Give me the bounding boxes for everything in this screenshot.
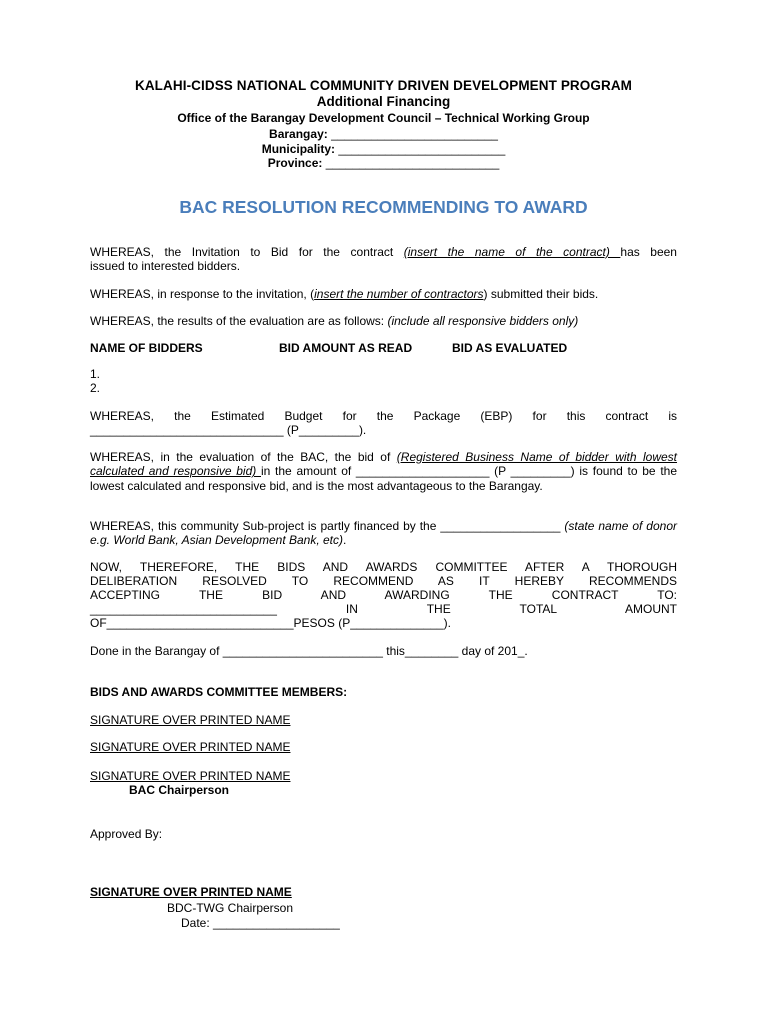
barangay-label: Barangay: <box>269 127 328 141</box>
office-line: Office of the Barangay Development Council – Technical Working Group <box>177 111 590 125</box>
whereas-contract-line1 <box>90 245 677 259</box>
whereas-ebp-line1: WHEREAS, the Estimated Budget for the Package (EBP) for this contract is <box>90 409 677 423</box>
member-signature-2: SIGNATURE OVER PRINTED NAME <box>90 740 291 754</box>
barangay-blank: _________________________ <box>331 127 498 141</box>
province-row <box>90 156 677 171</box>
municipality-label: Municipality: <box>261 141 336 156</box>
municipality-row <box>90 142 677 157</box>
whereas-contract-line2: issued to interested bidders. <box>90 259 241 273</box>
whereas-financing <box>90 519 677 547</box>
whereas5-tail: in the amount of ____________________ (P _________) is found to be the lowest calculated and responsive bid, and is the most advantageous to the Barangay. <box>90 464 678 493</box>
document-title: BAC RESOLUTION RECOMMENDING TO AWARD <box>179 197 588 217</box>
whereas2-hint: insert the number of contractors <box>314 287 484 301</box>
whereas1-tail: has been <box>620 245 677 259</box>
whereas3-lead: WHEREAS, the results of the evaluation are as follows: <box>90 314 388 328</box>
member-signature-3: SIGNATURE OVER PRINTED NAME <box>90 769 291 783</box>
resolution-line1: NOW, THEREFORE, THE BIDS AND AWARDS COMMITTEE AFTER A THOROUGH <box>90 560 677 574</box>
column-name-of-bidders: NAME OF BIDDERS <box>90 341 203 355</box>
bac-chairperson-label: BAC Chairperson <box>129 783 230 797</box>
whereas3-hint: (include all responsive bidders only) <box>387 314 579 328</box>
financing-line: Additional Financing <box>316 94 451 109</box>
bidder-row-2: 2. <box>90 381 101 395</box>
whereas-invitation <box>90 287 677 301</box>
program-name: KALAHI-CIDSS NATIONAL COMMUNITY DRIVEN DEVELOPMENT PROGRAM <box>134 78 633 93</box>
whereas-ebp-line2: _____________________________ (P_________). <box>90 423 367 437</box>
province-blank: __________________________ <box>325 156 500 170</box>
whereas5-hint: (Registered Business Name of bidder with lowest calculated and responsive bid) <box>90 450 678 479</box>
barangay-row <box>90 127 677 142</box>
committee-heading: BIDS AND AWARDS COMMITTEE MEMBERS: <box>90 685 348 699</box>
column-bid-amount-as-read: BID AMOUNT AS READ <box>279 341 413 355</box>
document-header <box>90 78 677 171</box>
resolution-line4: ____________________________ IN THE TOTAL AMOUNT <box>90 602 677 616</box>
document-page <box>90 0 677 1024</box>
resolution-line2: DELIBERATION RESOLVED TO RECOMMEND AS IT HEREBY RECOMMENDS <box>90 574 677 588</box>
whereas6-hint: (state name of donor e.g. World Bank, Asian Development Bank, etc) <box>90 519 677 548</box>
whereas1-lead: WHEREAS, the Invitation to Bid for the contract <box>90 245 404 259</box>
province-label: Province: <box>267 156 323 170</box>
whereas-lowest-bid <box>90 450 677 493</box>
approved-by-label: Approved By: <box>90 827 163 841</box>
approver-signature: SIGNATURE OVER PRINTED NAME <box>90 885 292 899</box>
resolution-line5: OF____________________________PESOS (P______________). <box>90 616 451 630</box>
whereas-evaluation <box>90 314 677 328</box>
whereas6-lead: WHEREAS, this community Sub-project is partly financed by the __________________ <box>90 519 565 533</box>
whereas2-lead: WHEREAS, in response to the invitation, ( <box>90 287 315 301</box>
municipality-blank: _________________________ <box>338 141 506 156</box>
member-signature-1: SIGNATURE OVER PRINTED NAME <box>90 713 291 727</box>
done-in-barangay: Done in the Barangay of ________________________ this________ day of 201_. <box>90 644 528 658</box>
bidder-row-1: 1. <box>90 367 101 381</box>
whereas5-lead: WHEREAS, in the evaluation of the BAC, the bid of <box>90 450 397 464</box>
whereas1-hint: (insert the name of the contract) <box>403 245 621 259</box>
approver-title: BDC-TWG Chairperson <box>167 901 294 915</box>
resolution-line3: ACCEPTING THE BID AND AWARDING THE CONTRACT TO: <box>90 588 677 602</box>
column-bid-as-evaluated: BID AS EVALUATED <box>452 341 568 355</box>
whereas6-tail: . <box>343 533 347 548</box>
whereas2-tail: ) submitted their bids. <box>483 287 599 301</box>
approver-date: Date: ___________________ <box>181 916 340 930</box>
